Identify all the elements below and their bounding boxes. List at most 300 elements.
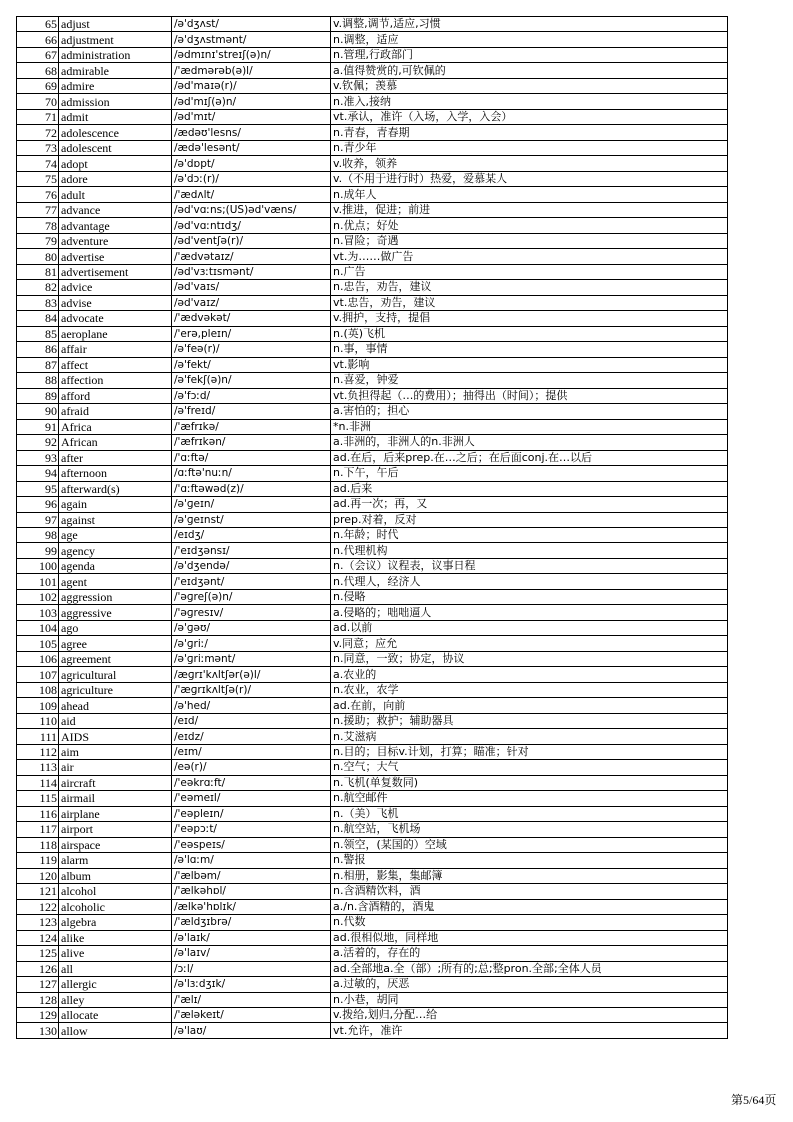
definition-cell: vt.影响	[331, 357, 728, 372]
word-cell: aid	[59, 713, 172, 728]
phonetic-cell: /ə'fekt/	[172, 357, 331, 372]
definition-cell: a.农业的	[331, 667, 728, 682]
table-row	[17, 47, 728, 62]
row-number: 92	[17, 435, 59, 450]
table-row	[17, 698, 728, 713]
word-cell: advertise	[59, 249, 172, 264]
row-number: 82	[17, 280, 59, 295]
phonetic-cell: /'æləkeɪt/	[172, 1008, 331, 1023]
table-row	[17, 992, 728, 1007]
row-number: 121	[17, 884, 59, 899]
table-row	[17, 404, 728, 419]
word-cell: afterward(s)	[59, 481, 172, 496]
definition-cell: a.活着的，存在的	[331, 946, 728, 961]
definition-cell: v.同意；应允	[331, 636, 728, 651]
table-row	[17, 853, 728, 868]
row-number: 83	[17, 295, 59, 310]
phonetic-cell: /əd'vaɪs/	[172, 280, 331, 295]
word-cell: afternoon	[59, 466, 172, 481]
definition-cell: ad.很相似地，同样地	[331, 930, 728, 945]
definition-cell: a./n.含酒精的，酒鬼	[331, 899, 728, 914]
word-cell: air	[59, 760, 172, 775]
row-number: 91	[17, 419, 59, 434]
table-row	[17, 791, 728, 806]
phonetic-cell: /ə'feə(r)/	[172, 342, 331, 357]
definition-cell: n.相册，影集，集邮簿	[331, 868, 728, 883]
table-row	[17, 636, 728, 651]
word-cell: afford	[59, 388, 172, 403]
row-number: 90	[17, 404, 59, 419]
table-row	[17, 187, 728, 202]
word-cell: alley	[59, 992, 172, 1007]
definition-cell: n.冒险；奇遇	[331, 233, 728, 248]
row-number: 66	[17, 32, 59, 47]
row-number: 116	[17, 806, 59, 821]
definition-cell: n.管理,行政部门	[331, 47, 728, 62]
definition-cell: n.下午，午后	[331, 466, 728, 481]
table-row	[17, 295, 728, 310]
word-cell: alarm	[59, 853, 172, 868]
row-number: 129	[17, 1008, 59, 1023]
phonetic-cell: /eɪdʒ/	[172, 527, 331, 542]
word-cell: aeroplane	[59, 326, 172, 341]
word-cell: adolescence	[59, 125, 172, 140]
table-row	[17, 899, 728, 914]
definition-cell: n.青春，青春期	[331, 125, 728, 140]
word-cell: advance	[59, 202, 172, 217]
definition-cell: n.农业，农学	[331, 682, 728, 697]
phonetic-cell: /'ædvəkət/	[172, 311, 331, 326]
row-number: 69	[17, 78, 59, 93]
phonetic-cell: /ə'ɡriːmənt/	[172, 651, 331, 666]
phonetic-cell: /'eəmeɪl/	[172, 791, 331, 806]
phonetic-cell: /'æfrɪkən/	[172, 435, 331, 450]
phonetic-cell: /'əɡresɪv/	[172, 605, 331, 620]
row-number: 99	[17, 543, 59, 558]
table-row	[17, 435, 728, 450]
table-row	[17, 961, 728, 976]
definition-cell: n.年龄；时代	[331, 527, 728, 542]
definition-cell: v.拨给,划归,分配…给	[331, 1008, 728, 1023]
word-cell: agreement	[59, 651, 172, 666]
table-row	[17, 249, 728, 264]
table-row	[17, 543, 728, 558]
row-number: 109	[17, 698, 59, 713]
table-row	[17, 760, 728, 775]
table-row	[17, 946, 728, 961]
word-cell: agree	[59, 636, 172, 651]
table-row	[17, 1008, 728, 1023]
row-number: 68	[17, 63, 59, 78]
row-number: 118	[17, 837, 59, 852]
phonetic-cell: /ə'ɡriː/	[172, 636, 331, 651]
definition-cell: n.喜爱，钟爱	[331, 373, 728, 388]
phonetic-cell: /'ædʌlt/	[172, 187, 331, 202]
word-cell: agency	[59, 543, 172, 558]
word-cell: alcoholic	[59, 899, 172, 914]
table-row	[17, 775, 728, 790]
phonetic-cell: /ə'laɪk/	[172, 930, 331, 945]
definition-cell: n.代理机构	[331, 543, 728, 558]
row-number: 113	[17, 760, 59, 775]
definition-cell: v.收养，领养	[331, 156, 728, 171]
table-row	[17, 109, 728, 124]
table-row	[17, 125, 728, 140]
word-cell: adjustment	[59, 32, 172, 47]
definition-cell: v.拥护，支持，提倡	[331, 311, 728, 326]
table-row	[17, 1023, 728, 1038]
row-number: 94	[17, 466, 59, 481]
definition-cell: ad.在后，后来prep.在…之后；在后面conj.在…以后	[331, 450, 728, 465]
phonetic-cell: /əd'vaɪz/	[172, 295, 331, 310]
word-cell: admire	[59, 78, 172, 93]
word-cell: agent	[59, 574, 172, 589]
definition-cell: n.成年人	[331, 187, 728, 202]
definition-cell: v.调整,调节,适应,习惯	[331, 17, 728, 32]
table-row	[17, 574, 728, 589]
definition-cell: n.优点；好处	[331, 218, 728, 233]
word-cell: advice	[59, 280, 172, 295]
word-cell: Africa	[59, 419, 172, 434]
table-row	[17, 140, 728, 155]
phonetic-cell: /əd'mɪʃ(ə)n/	[172, 94, 331, 109]
phonetic-cell: /'æfrɪkə/	[172, 419, 331, 434]
phonetic-cell: /'erə,pleɪn/	[172, 326, 331, 341]
table-row	[17, 837, 728, 852]
table-row	[17, 342, 728, 357]
table-row	[17, 481, 728, 496]
definition-cell: n.航空站，飞机场	[331, 822, 728, 837]
definition-cell: n.调整，适应	[331, 32, 728, 47]
table-row	[17, 884, 728, 899]
phonetic-cell: /ə'lɜːdʒɪk/	[172, 977, 331, 992]
phonetic-cell: /'eɪdʒənt/	[172, 574, 331, 589]
row-number: 120	[17, 868, 59, 883]
table-row	[17, 156, 728, 171]
table-row	[17, 713, 728, 728]
row-number: 75	[17, 171, 59, 186]
phonetic-cell: /ə'laʊ/	[172, 1023, 331, 1038]
table-row	[17, 589, 728, 604]
row-number: 72	[17, 125, 59, 140]
table-row	[17, 63, 728, 78]
row-number: 100	[17, 558, 59, 573]
table-row	[17, 868, 728, 883]
phonetic-cell: /ɔːl/	[172, 961, 331, 976]
row-number: 88	[17, 373, 59, 388]
row-number: 78	[17, 218, 59, 233]
table-row	[17, 94, 728, 109]
table-row	[17, 419, 728, 434]
phonetic-cell: /'ɑːftəwəd(z)/	[172, 481, 331, 496]
definition-cell: ad.以前	[331, 620, 728, 635]
row-number: 114	[17, 775, 59, 790]
definition-cell: ad.全部地a.全（部）;所有的;总;整pron.全部;全体人员	[331, 961, 728, 976]
definition-cell: n.目的；目标v.计划，打算；瞄准；针对	[331, 744, 728, 759]
table-row	[17, 388, 728, 403]
definition-cell: n.广告	[331, 264, 728, 279]
row-number: 80	[17, 249, 59, 264]
row-number: 93	[17, 450, 59, 465]
phonetic-cell: /əd'vɑːntɪdʒ/	[172, 218, 331, 233]
row-number: 87	[17, 357, 59, 372]
row-number: 111	[17, 729, 59, 744]
table-row	[17, 466, 728, 481]
definition-cell: n.飞机(单复数同)	[331, 775, 728, 790]
row-number: 124	[17, 930, 59, 945]
row-number: 115	[17, 791, 59, 806]
row-number: 106	[17, 651, 59, 666]
definition-cell: a.过敏的，厌恶	[331, 977, 728, 992]
row-number: 65	[17, 17, 59, 32]
row-number: 122	[17, 899, 59, 914]
row-number: 73	[17, 140, 59, 155]
definition-cell: n.忠告，劝告，建议	[331, 280, 728, 295]
definition-cell: a.害怕的；担心	[331, 404, 728, 419]
row-number: 70	[17, 94, 59, 109]
word-cell: adult	[59, 187, 172, 202]
definition-cell: ad.后来	[331, 481, 728, 496]
phonetic-cell: /əd'maɪə(r)/	[172, 78, 331, 93]
row-number: 84	[17, 311, 59, 326]
word-cell: adopt	[59, 156, 172, 171]
phonetic-cell: /əd'ventʃə(r)/	[172, 233, 331, 248]
table-row	[17, 202, 728, 217]
word-cell: age	[59, 527, 172, 542]
word-cell: admit	[59, 109, 172, 124]
definition-cell: prep.对着，反对	[331, 512, 728, 527]
row-number: 117	[17, 822, 59, 837]
definition-cell: vt.允许，准许	[331, 1023, 728, 1038]
definition-cell: v.（不用于进行时）热爱，爱慕某人	[331, 171, 728, 186]
table-row	[17, 512, 728, 527]
row-number: 127	[17, 977, 59, 992]
phonetic-cell: /ædəʊ'lesns/	[172, 125, 331, 140]
phonetic-cell: /'eɪdʒənsɪ/	[172, 543, 331, 558]
row-number: 119	[17, 853, 59, 868]
word-cell: airmail	[59, 791, 172, 806]
definition-cell: vt.为……做广告	[331, 249, 728, 264]
word-cell: African	[59, 435, 172, 450]
phonetic-cell: /'ædvətaɪz/	[172, 249, 331, 264]
row-number: 130	[17, 1023, 59, 1038]
table-row	[17, 218, 728, 233]
word-cell: advocate	[59, 311, 172, 326]
phonetic-cell: /ə'fekʃ(ə)n/	[172, 373, 331, 388]
row-number: 104	[17, 620, 59, 635]
row-number: 98	[17, 527, 59, 542]
word-cell: agriculture	[59, 682, 172, 697]
row-number: 103	[17, 605, 59, 620]
word-cell: ahead	[59, 698, 172, 713]
row-number: 125	[17, 946, 59, 961]
row-number: 102	[17, 589, 59, 604]
row-number: 97	[17, 512, 59, 527]
row-number: 74	[17, 156, 59, 171]
phonetic-cell: /ə'ɡeɪnst/	[172, 512, 331, 527]
definition-cell: ad.在前，向前	[331, 698, 728, 713]
phonetic-cell: /'eəpɔːt/	[172, 822, 331, 837]
phonetic-cell: /æɡrɪ'kʌltʃər(ə)l/	[172, 667, 331, 682]
table-row	[17, 651, 728, 666]
phonetic-cell: /ə'fɔːd/	[172, 388, 331, 403]
word-cell: adore	[59, 171, 172, 186]
word-cell: again	[59, 497, 172, 512]
row-number: 96	[17, 497, 59, 512]
word-cell: allocate	[59, 1008, 172, 1023]
vocabulary-table	[16, 16, 728, 1039]
word-cell: against	[59, 512, 172, 527]
row-number: 123	[17, 915, 59, 930]
phonetic-cell: /əd'vɜːtɪsmənt/	[172, 264, 331, 279]
phonetic-cell: /ælkə'hɒlɪk/	[172, 899, 331, 914]
definition-cell: n.事，事情	[331, 342, 728, 357]
table-row	[17, 311, 728, 326]
word-cell: aggression	[59, 589, 172, 604]
definition-cell: n.小巷，胡同	[331, 992, 728, 1007]
definition-cell: n.（美）飞机	[331, 806, 728, 821]
row-number: 76	[17, 187, 59, 202]
phonetic-cell: /eɪd/	[172, 713, 331, 728]
word-cell: airport	[59, 822, 172, 837]
definition-cell: a.值得赞赏的,可钦佩的	[331, 63, 728, 78]
table-row	[17, 264, 728, 279]
phonetic-cell: /'ælbəm/	[172, 868, 331, 883]
definition-cell: ad.再一次；再，又	[331, 497, 728, 512]
word-cell: aggressive	[59, 605, 172, 620]
table-row	[17, 357, 728, 372]
definition-cell: vt.忠告，劝告，建议	[331, 295, 728, 310]
phonetic-cell: /ə'dɔː(r)/	[172, 171, 331, 186]
vocabulary-table-body	[17, 17, 728, 1039]
definition-cell: n.代理人，经济人	[331, 574, 728, 589]
row-number: 126	[17, 961, 59, 976]
word-cell: afraid	[59, 404, 172, 419]
word-cell: affection	[59, 373, 172, 388]
definition-cell: n.援助；救护；辅助器具	[331, 713, 728, 728]
word-cell: airspace	[59, 837, 172, 852]
phonetic-cell: /əd'mɪt/	[172, 109, 331, 124]
table-row	[17, 930, 728, 945]
page-number: 第5/64页	[731, 1093, 777, 1107]
table-row	[17, 17, 728, 32]
word-cell: advertisement	[59, 264, 172, 279]
definition-cell: a.侵略的；咄咄逼人	[331, 605, 728, 620]
table-row	[17, 729, 728, 744]
word-cell: allergic	[59, 977, 172, 992]
word-cell: agenda	[59, 558, 172, 573]
table-row	[17, 497, 728, 512]
definition-cell: v.钦佩；羡慕	[331, 78, 728, 93]
phonetic-cell: /eɪdz/	[172, 729, 331, 744]
word-cell: advise	[59, 295, 172, 310]
phonetic-cell: /eɪm/	[172, 744, 331, 759]
definition-cell: n.(英)飞机	[331, 326, 728, 341]
definition-cell: vt.承认，准许（入场，入学，入会）	[331, 109, 728, 124]
word-cell: ago	[59, 620, 172, 635]
table-row	[17, 527, 728, 542]
phonetic-cell: /əd'vɑːns;(US)əd'væns/	[172, 202, 331, 217]
phonetic-cell: /'ɑːftə/	[172, 450, 331, 465]
phonetic-cell: /'ælkəhɒl/	[172, 884, 331, 899]
row-number: 85	[17, 326, 59, 341]
phonetic-cell: /ə'laɪv/	[172, 946, 331, 961]
phonetic-cell: /'æɡrɪkʌltʃə(r)/	[172, 682, 331, 697]
phonetic-cell: /ədmɪnɪ'streɪʃ(ə)n/	[172, 47, 331, 62]
table-row	[17, 171, 728, 186]
definition-cell: *n.非洲	[331, 419, 728, 434]
definition-cell: n.艾滋病	[331, 729, 728, 744]
table-row	[17, 806, 728, 821]
word-cell: alike	[59, 930, 172, 945]
table-row	[17, 233, 728, 248]
table-row	[17, 822, 728, 837]
word-cell: aircraft	[59, 775, 172, 790]
word-cell: admission	[59, 94, 172, 109]
phonetic-cell: /ə'dɒpt/	[172, 156, 331, 171]
definition-cell: n.代数	[331, 915, 728, 930]
word-cell: administration	[59, 47, 172, 62]
definition-cell: n.（会议）议程表，议事日程	[331, 558, 728, 573]
row-number: 95	[17, 481, 59, 496]
word-cell: allow	[59, 1023, 172, 1038]
phonetic-cell: /'eəpleɪn/	[172, 806, 331, 821]
row-number: 128	[17, 992, 59, 1007]
word-cell: algebra	[59, 915, 172, 930]
row-number: 110	[17, 713, 59, 728]
definition-cell: n.侵略	[331, 589, 728, 604]
row-number: 86	[17, 342, 59, 357]
row-number: 112	[17, 744, 59, 759]
row-number: 79	[17, 233, 59, 248]
word-cell: adolescent	[59, 140, 172, 155]
word-cell: after	[59, 450, 172, 465]
phonetic-cell: /'ædmərəb(ə)l/	[172, 63, 331, 78]
table-row	[17, 620, 728, 635]
word-cell: AIDS	[59, 729, 172, 744]
table-row	[17, 682, 728, 697]
row-number: 105	[17, 636, 59, 651]
table-row	[17, 605, 728, 620]
definition-cell: vt.负担得起（…的费用）；抽得出（时间）；提供	[331, 388, 728, 403]
word-cell: agricultural	[59, 667, 172, 682]
table-row	[17, 558, 728, 573]
definition-cell: n.含酒精饮料，酒	[331, 884, 728, 899]
phonetic-cell: /'ælɪ/	[172, 992, 331, 1007]
word-cell: adjust	[59, 17, 172, 32]
table-row	[17, 280, 728, 295]
row-number: 77	[17, 202, 59, 217]
phonetic-cell: /ə'dʒendə/	[172, 558, 331, 573]
definition-cell: n.领空，(某国的）空域	[331, 837, 728, 852]
table-row	[17, 450, 728, 465]
table-row	[17, 78, 728, 93]
table-row	[17, 32, 728, 47]
phonetic-cell: /ə'lɑːm/	[172, 853, 331, 868]
definition-cell: n.航空邮件	[331, 791, 728, 806]
row-number: 101	[17, 574, 59, 589]
definition-cell: n.警报	[331, 853, 728, 868]
word-cell: album	[59, 868, 172, 883]
definition-cell: v.推进，促进；前进	[331, 202, 728, 217]
phonetic-cell: /'ældʒɪbrə/	[172, 915, 331, 930]
word-cell: admirable	[59, 63, 172, 78]
phonetic-cell: /'eəspeɪs/	[172, 837, 331, 852]
row-number: 107	[17, 667, 59, 682]
row-number: 81	[17, 264, 59, 279]
phonetic-cell: /ə'dʒʌstmənt/	[172, 32, 331, 47]
phonetic-cell: /ə'freɪd/	[172, 404, 331, 419]
